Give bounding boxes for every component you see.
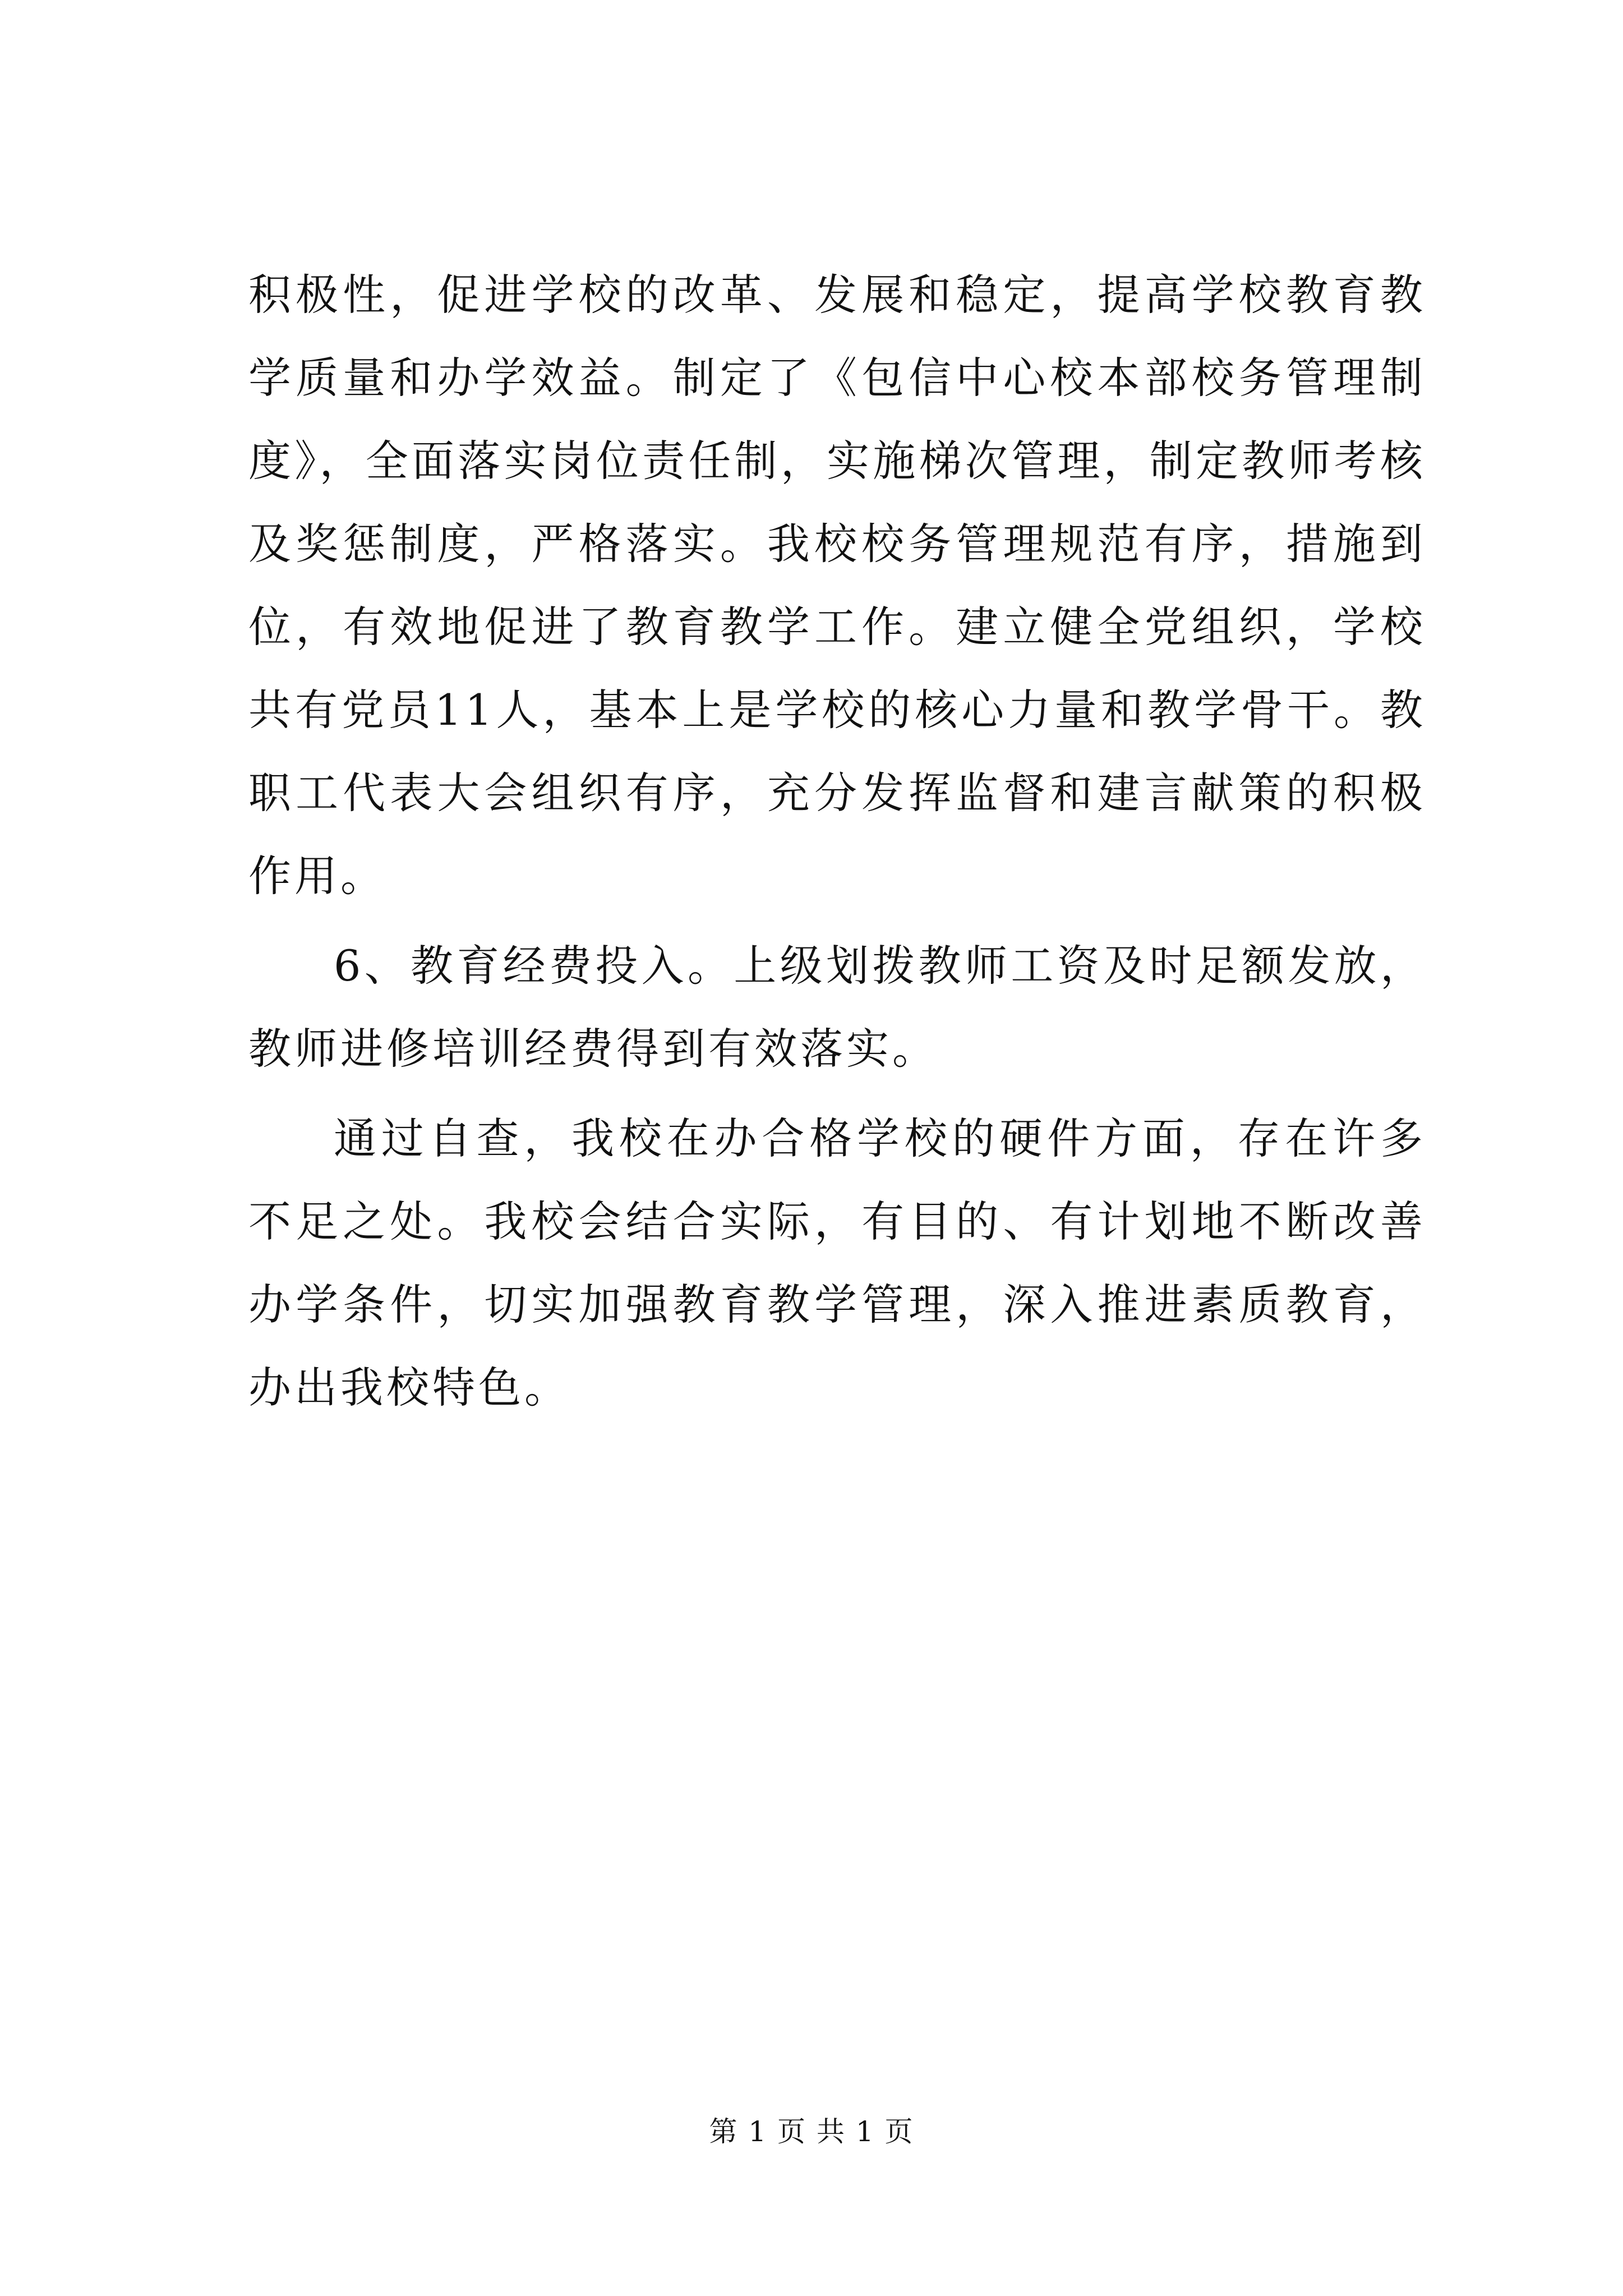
paragraph-funding: 6、教育经费投入。上级划拨教师工资及时足额发放，教师进修培训经费得到有效落实。 — [248, 941, 1426, 1074]
paragraph-conclusion: 通过自查，我校在办合格学校的硬件方面，存在许多不足之处。我校会结合实际，有目的、有计划地不断改善办学条件，切实加强教育教学管理，深入推进素质教育，办出我校特色。 — [248, 1114, 1426, 1412]
page-number-footer: 第 1 页 共 1 页 — [709, 2115, 914, 2148]
paragraph-continuation: 积极性，促进学校的改革、发展和稳定，提高学校教育教学质量和办学效益。制定了《包信中心校本部校务管理制度》，全面落实岗位责任制，实施梯次管理，制定教师考核及奖惩制度，严格落实。我校校务管理规范有序，措施到位，有效地促进了教育教学工作。建立健全党组织，学校共有党员11人，基本上是学校的核心力量和教学骨干。教职工代表大会组织有序，充分发挥监督和建言献策的积极作用。 — [248, 270, 1426, 901]
document-body — [248, 254, 1426, 1436]
